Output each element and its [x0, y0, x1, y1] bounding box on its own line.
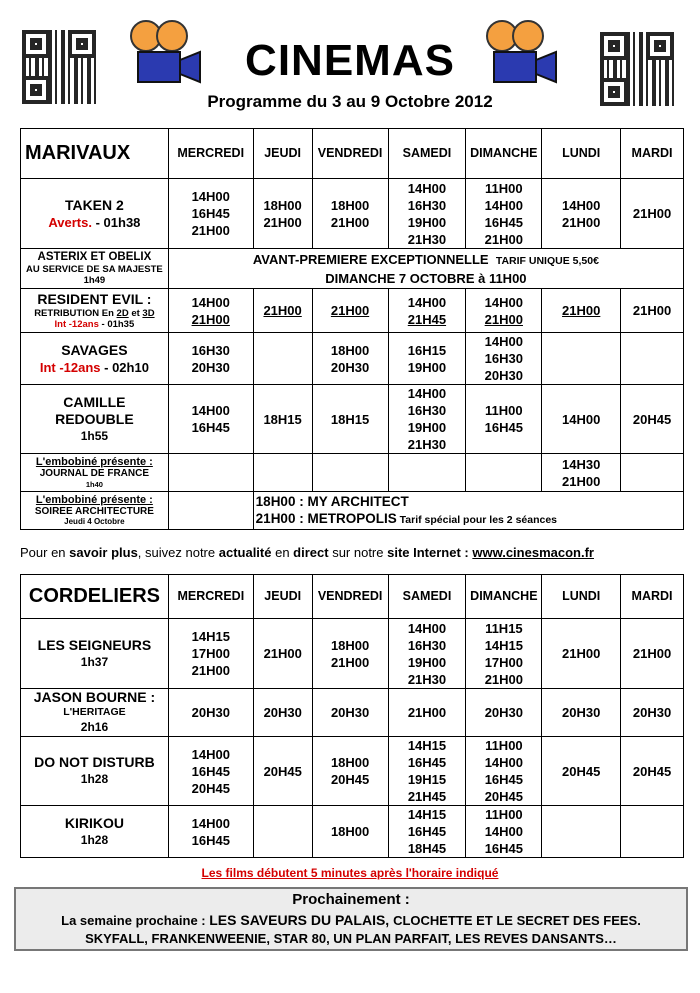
duration: 1h28 — [80, 772, 109, 786]
showtimes: 11H00 14H00 16H45 21H00 — [466, 179, 542, 249]
showtimes: 14H00 16H30 19H00 21H30 — [388, 619, 466, 689]
coming-soon-heading: Prochainement : — [292, 891, 410, 908]
showtime-3d: 21H00 — [542, 289, 621, 333]
day-header: VENDREDI — [312, 575, 388, 619]
rating: Int -12ans — [39, 359, 101, 375]
duration: 1h40 — [85, 480, 103, 489]
showtimes — [388, 289, 466, 333]
film-title: JOURNAL DE FRANCE — [39, 468, 150, 479]
preview-announcement — [168, 249, 683, 289]
empty-cell — [168, 492, 253, 530]
showtimes: 21H00 — [388, 689, 466, 737]
rating: Averts. — [48, 214, 92, 230]
day-header: JEUDI — [253, 575, 312, 619]
empty-cell — [312, 454, 388, 492]
film-cell — [21, 249, 169, 289]
showtimes — [542, 806, 621, 858]
film-title-line2: REDOUBLE — [55, 410, 134, 427]
showtime-3d: 21H00 — [253, 289, 312, 333]
showtimes: 14H30 21H00 — [542, 454, 621, 492]
showtimes: 18H15 — [312, 385, 388, 454]
event-programme — [253, 492, 683, 530]
film-cell — [21, 619, 169, 689]
qr-code-right — [600, 32, 674, 106]
table-row — [21, 737, 684, 806]
duration: 2h16 — [80, 720, 109, 734]
film-cell — [21, 454, 169, 492]
showtimes: 14H00 16H30 20H30 — [466, 333, 542, 385]
showtimes: 21H00 — [621, 179, 684, 249]
showtimes — [253, 806, 312, 858]
empty-cell — [168, 454, 253, 492]
film-cell — [21, 737, 169, 806]
showtimes: 21H00 — [621, 619, 684, 689]
showtimes: 14H00 16H45 21H00 — [168, 179, 253, 249]
table-row — [21, 333, 684, 385]
start-time-note: Les films débutent 5 minutes après l'horaire indiqué — [201, 866, 499, 880]
showtimes: 11H15 14H15 17H00 21H00 — [466, 619, 542, 689]
duration: - 01h35 — [98, 319, 135, 330]
day-header: LUNDI — [542, 129, 621, 179]
preview-label: AVANT-PREMIERE EXCEPTIONNELLE — [252, 251, 489, 267]
film-cell — [21, 806, 169, 858]
empty-cell — [466, 454, 542, 492]
showtimes: 16H15 19H00 — [388, 333, 466, 385]
presenter-label: L'embobiné présente : — [35, 456, 153, 468]
table-row — [21, 806, 684, 858]
showtimes: 18H00 21H00 — [312, 619, 388, 689]
duration: - 02h10 — [100, 359, 149, 375]
format-3d: 3D — [142, 308, 155, 319]
film-cell — [21, 689, 169, 737]
table-row — [21, 249, 684, 289]
film-title: JASON BOURNE : — [33, 689, 156, 705]
duration: 1h37 — [80, 654, 109, 669]
showtimes: 14H00 16H30 19H00 21H30 — [388, 385, 466, 454]
table-row — [21, 289, 684, 333]
showtimes: 14H15 16H45 18H45 — [388, 806, 466, 858]
day-header: MERCREDI — [168, 129, 253, 179]
showtimes: 11H00 16H45 — [466, 385, 542, 454]
table-row — [21, 179, 684, 249]
duration: 1h55 — [80, 428, 109, 443]
preview-price: TARIF UNIQUE 5,50€ — [495, 254, 599, 267]
day-header: DIMANCHE — [466, 129, 542, 179]
info-text: , suivez notre — [137, 545, 219, 560]
day-header: MARDI — [621, 129, 684, 179]
cordeliers-schedule-table — [20, 574, 684, 858]
film-subtitle: RETRIBUTION En — [34, 308, 117, 319]
event-cell — [21, 492, 169, 530]
info-line — [20, 545, 680, 560]
showtimes: 14H00 16H30 19H00 21H30 — [388, 179, 466, 249]
day-header: MARDI — [621, 575, 684, 619]
showtimes: 21H00 — [253, 619, 312, 689]
showtimes: 16H30 20H30 — [168, 333, 253, 385]
event-screening: 21H00 : METROPOLIS — [255, 510, 397, 526]
coming-soon-films: SKYFALL, FRANKENWEENIE, STAR 80, UN PLAN PARFAIT, LES REVES DANSANTS… — [85, 931, 617, 946]
film-title: CAMILLE — [63, 393, 126, 410]
day-header: LUNDI — [542, 575, 621, 619]
showtimes: 14H00 — [542, 385, 621, 454]
film-cell — [21, 289, 169, 333]
showtime: 14H00 — [191, 294, 230, 310]
showtimes: 14H00 21H00 — [542, 179, 621, 249]
showtimes: 20H30 — [621, 689, 684, 737]
qr-code-left — [22, 30, 96, 104]
showtimes: 18H15 — [253, 385, 312, 454]
film-cell — [21, 179, 169, 249]
programme-dates: Programme du 3 au 9 Octobre 2012 — [207, 92, 493, 111]
showtimes: 14H00 16H45 — [168, 806, 253, 858]
showtime: 14H00 — [484, 294, 523, 310]
showtimes — [621, 333, 684, 385]
showtimes: 18H00 20H45 — [312, 737, 388, 806]
duration: 1h28 — [80, 832, 109, 847]
event-date: Jeudi 4 Octobre — [64, 517, 125, 526]
film-title: DO NOT DISTURB — [34, 754, 155, 770]
showtimes: 11H00 14H00 16H45 — [466, 806, 542, 858]
preview-date: DIMANCHE 7 OCTOBRE à 11H00 — [325, 270, 527, 286]
showtimes: 20H45 — [621, 737, 684, 806]
film-title: KIRIKOU — [64, 814, 124, 831]
table-header-row — [21, 129, 684, 179]
showtime: 21H00 — [621, 289, 684, 333]
info-text: sur notre — [328, 545, 388, 560]
format-2d: 2D — [116, 308, 129, 319]
film-cell — [21, 333, 169, 385]
film-title: ASTERIX ET OBELIX — [37, 251, 152, 263]
rating: Int -12ans — [54, 319, 99, 330]
info-text: direct — [293, 545, 329, 560]
film-subtitle: L'HERITAGE — [63, 706, 126, 718]
showtimes: 20H45 — [621, 385, 684, 454]
showtimes: 20H30 — [253, 689, 312, 737]
film-camera-icon — [480, 18, 560, 88]
table-row — [21, 689, 684, 737]
film-camera-icon — [124, 18, 204, 88]
empty-cell — [621, 454, 684, 492]
showtimes: 20H30 — [168, 689, 253, 737]
showtimes: 11H00 14H00 16H45 20H45 — [466, 737, 542, 806]
duration: - 01h38 — [91, 214, 141, 230]
showtimes: 20H30 — [466, 689, 542, 737]
coming-soon-label: La semaine prochaine : — [61, 913, 210, 928]
showtimes: 18H00 21H00 — [253, 179, 312, 249]
showtimes — [253, 333, 312, 385]
event-screening: 18H00 : MY ARCHITECT — [255, 493, 409, 509]
coming-soon-film: CLOCHETTE ET LE SECRET DES FEES. — [393, 913, 641, 928]
info-text: actualité — [218, 545, 272, 560]
coming-soon-film: LES SAVEURS DU PALAIS, — [209, 912, 394, 928]
day-header: SAMEDI — [388, 575, 466, 619]
showtimes: 18H00 — [312, 806, 388, 858]
film-title: TAKEN 2 — [64, 196, 124, 213]
showtimes: 14H15 16H45 19H15 21H45 — [388, 737, 466, 806]
table-row — [21, 454, 684, 492]
info-text: site Internet : — [387, 545, 473, 560]
showtimes: 20H45 — [542, 737, 621, 806]
showtime: 14H00 — [407, 294, 447, 310]
film-title: SAVAGES — [61, 341, 128, 358]
showtimes: 20H45 — [253, 737, 312, 806]
showtime-3d: 21H00 — [312, 289, 388, 333]
day-header: MERCREDI — [168, 575, 253, 619]
showtimes: 20H30 — [312, 689, 388, 737]
showtimes — [621, 806, 684, 858]
showtimes: 20H30 — [542, 689, 621, 737]
showtime-3d: 21H45 — [407, 311, 447, 327]
showtimes: 14H15 17H00 21H00 — [168, 619, 253, 689]
showtimes — [466, 289, 542, 333]
presenter-label: L'embobiné présente : — [35, 494, 153, 506]
showtimes: 14H00 16H45 20H45 — [168, 737, 253, 806]
film-title: LES SEIGNEURS — [37, 636, 152, 653]
day-header: VENDREDI — [312, 129, 388, 179]
format-sep: et — [128, 308, 143, 319]
showtimes: 21H00 — [542, 619, 621, 689]
marivaux-schedule-table — [20, 128, 684, 530]
info-text: savoir plus — [69, 545, 138, 560]
table-row — [21, 385, 684, 454]
empty-cell — [388, 454, 466, 492]
website-link[interactable]: www.cinesmacon.fr — [472, 545, 594, 560]
showtime-3d: 21H00 — [191, 311, 230, 327]
showtimes — [542, 333, 621, 385]
film-cell — [21, 385, 169, 454]
day-header: DIMANCHE — [466, 575, 542, 619]
showtimes: 18H00 21H00 — [312, 179, 388, 249]
showtimes: 14H00 16H45 — [168, 385, 253, 454]
info-text: en — [271, 545, 294, 560]
showtime-3d: 21H00 — [484, 311, 523, 327]
page-title: CINEMAS — [245, 36, 455, 85]
cinema-name: CORDELIERS — [21, 575, 169, 619]
coming-soon-line — [16, 911, 686, 930]
event-title: SOIREE ARCHITECTURE — [34, 506, 154, 517]
coming-soon-box — [14, 887, 688, 951]
event-price-note: Tarif spécial pour les 2 séances — [396, 513, 558, 526]
day-header: JEUDI — [253, 129, 312, 179]
table-row — [21, 492, 684, 530]
table-row — [21, 619, 684, 689]
film-title: RESIDENT EVIL : — [37, 291, 152, 307]
showtimes: 18H00 20H30 — [312, 333, 388, 385]
showtimes — [168, 289, 253, 333]
film-subtitle: AU SERVICE DE SA MAJESTE — [26, 264, 163, 275]
table-header-row — [21, 575, 684, 619]
empty-cell — [253, 454, 312, 492]
cinema-name: MARIVAUX — [21, 129, 169, 179]
day-header: SAMEDI — [388, 129, 466, 179]
duration: 1h49 — [83, 275, 106, 286]
info-text: Pour en — [20, 545, 70, 560]
